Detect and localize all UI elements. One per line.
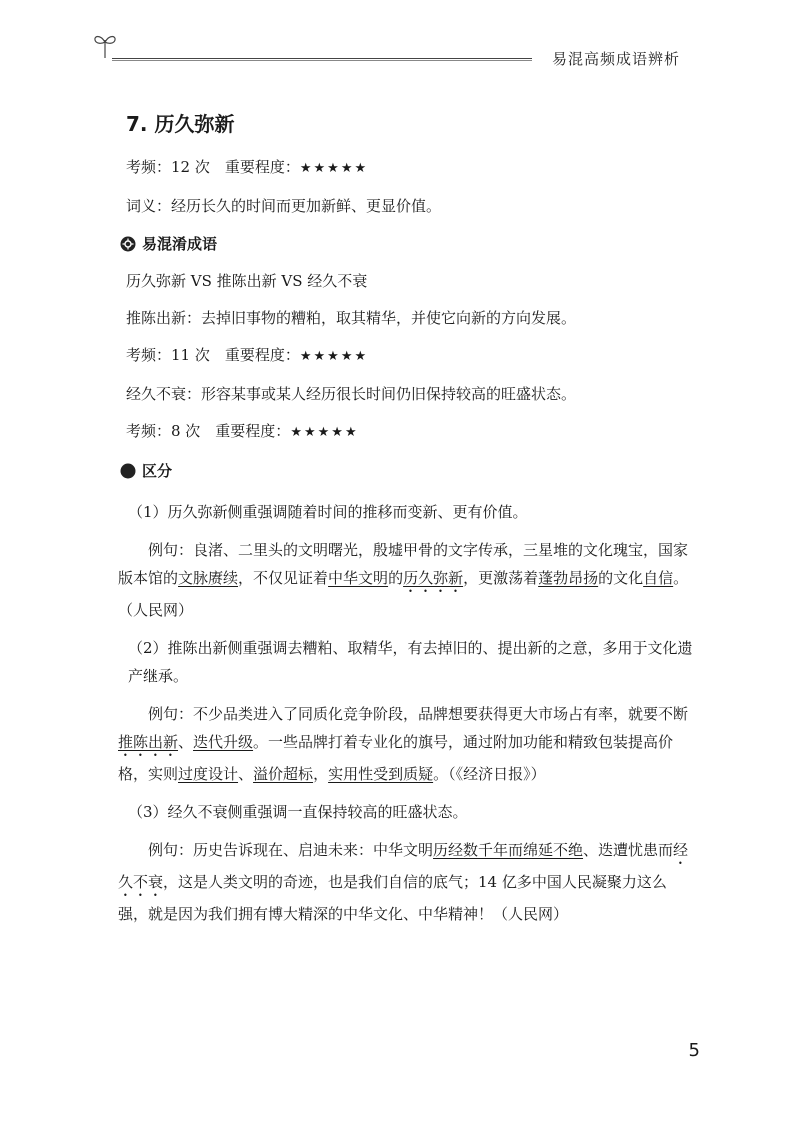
page-number: 5 <box>688 1040 700 1061</box>
distinguish-heading: 区分 <box>120 460 696 481</box>
example-3: 例句：历史告诉现在、启迪未来：中华文明历经数千年而绵延不绝、迭遭忧患而经久不衰，这是人类文明的奇迹，也是我们自信的底气；14 亿多中国人民凝聚力这么强，就是因为我们拥有博大精深的中华文化、中华精神！（人民网） <box>118 841 689 923</box>
emphasized-idiom: 经久不衰 <box>118 841 689 891</box>
underlined-phrase: 中华文明 <box>328 569 389 587</box>
idiom-2-definition: 推陈出新：去掉旧事物的糟粕，取其精华，并使它向新的方向发展。 <box>126 309 577 327</box>
rating-stars: ★★★★★ <box>299 349 369 364</box>
example-1: 例句：良渚、二里头的文明曙光，殷墟甲骨的文字传承，三星堆的文化瑰宝，国家版本馆的文脉赓续，不仅见证着中华文明的历久弥新，更激荡着蓬勃昂扬的文化自信。（人民网） <box>118 541 689 619</box>
point-2: （2）推陈出新侧重强调去糟粕、取精华，有去掉旧的、提出新的之意，多用于文化遗产继承。 <box>128 639 693 685</box>
underlined-phrase: 蓬勃昂扬 <box>538 569 599 587</box>
underlined-phrase: 历经数千年而绵延不绝 <box>433 841 584 859</box>
underlined-phrase: 迭代升级 <box>193 733 254 751</box>
emphasized-idiom: 推陈出新 <box>118 733 179 751</box>
underlined-phrase: 文脉赓续 <box>178 569 239 587</box>
badge-icon <box>120 236 136 252</box>
header-rule-thin <box>112 60 532 61</box>
underlined-phrase: 过度设计 <box>178 765 239 783</box>
header-rule <box>112 58 532 59</box>
confusable-heading: 易混淆成语 <box>120 233 696 254</box>
rating-stars: ★★★★★ <box>299 161 369 176</box>
entry-title: 7. 历久弥新 <box>126 112 235 136</box>
underlined-phrase: 溢价超标 <box>253 765 314 783</box>
idiom-2-frequency: 考频：11 次 重要程度：★★★★★ <box>126 346 369 364</box>
main-content <box>118 108 696 938</box>
page-header <box>0 0 800 80</box>
idiom-3-definition: 经久不衰：形容某事或某人经历很长时间仍旧保持较高的旺盛状态。 <box>126 385 577 403</box>
underlined-phrase: 自信 <box>643 569 674 587</box>
point-1: （1）历久弥新侧重强调随着时间的推移而变新、更有价值。 <box>128 503 528 521</box>
underlined-phrase: 实用性受到质疑 <box>328 765 434 783</box>
running-title: 易混高频成语辨析 <box>551 50 680 68</box>
emphasized-idiom: 历久弥新 <box>403 569 464 587</box>
example-2: 例句：不少品类进入了同质化竞争阶段，品牌想要获得更大市场占有率，就要不断推陈出新、迭代升级。一些品牌打着专业化的旗号，通过附加功能和精致包装提高价格，实则过度设计、溢价超标，实用性受到质疑。（《经济日报》） <box>118 705 689 783</box>
rating-stars: ★★★★★ <box>290 425 359 440</box>
entry-meaning: 词义：经历长久的时间而更加新鲜、更显价值。 <box>126 197 442 215</box>
sprout-icon <box>92 30 118 60</box>
idiom-3-frequency: 考频：8 次 重要程度：★★★★★ <box>126 422 359 440</box>
point-3: （3）经久不衰侧重强调一直保持较高的旺盛状态。 <box>128 803 468 821</box>
compare-line: 历久弥新 VS 推陈出新 VS 经久不衰 <box>126 272 368 290</box>
compass-icon <box>120 463 136 479</box>
entry-frequency: 考频：12 次 重要程度：★★★★★ <box>126 158 369 176</box>
